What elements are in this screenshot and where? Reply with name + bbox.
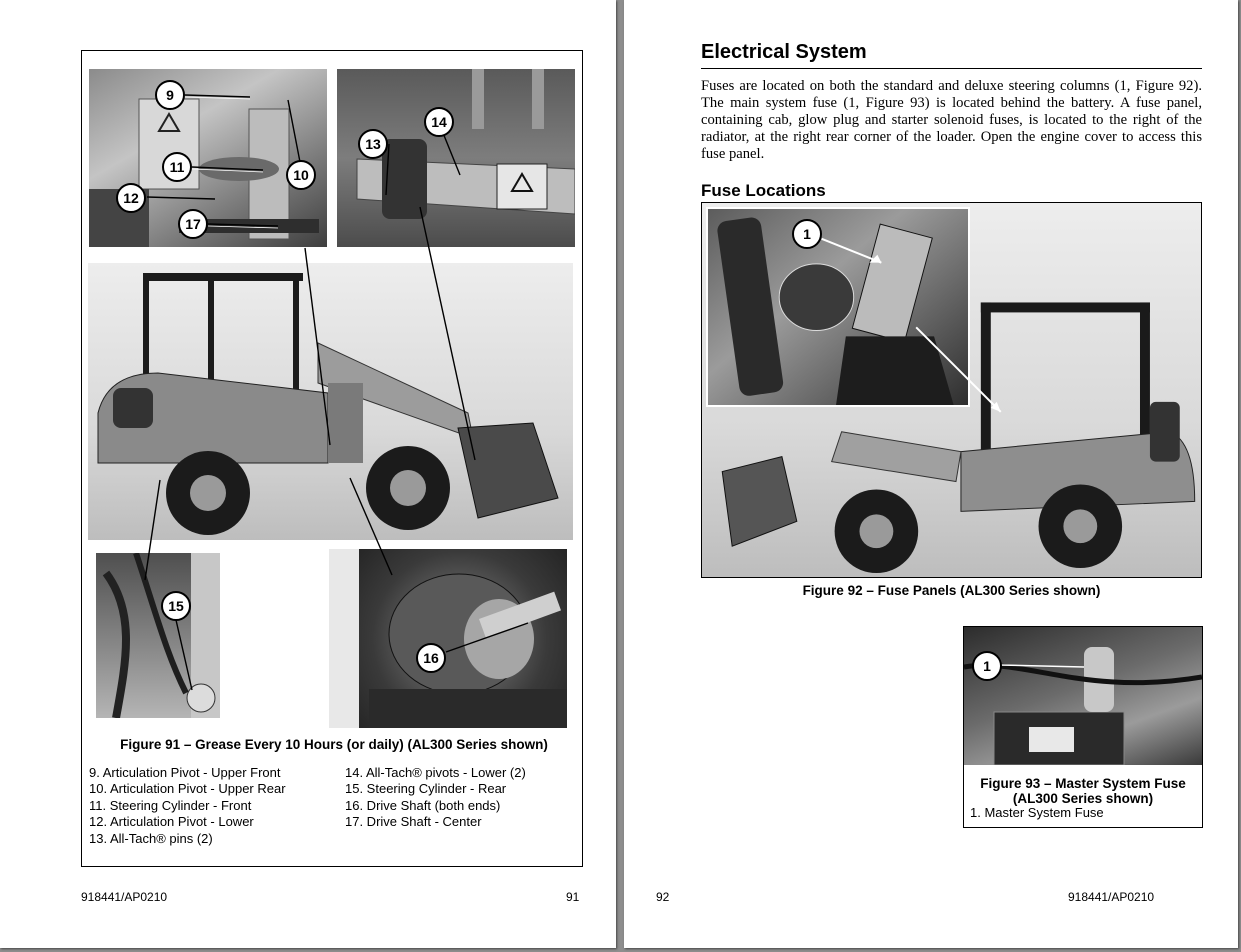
figure-93-caption	[964, 776, 1202, 806]
figure-91-legend-left	[89, 765, 286, 847]
right-page	[624, 0, 1238, 948]
callout-13: 13	[358, 129, 388, 159]
photo-drive-shaft	[329, 549, 567, 728]
pivot-illustration	[89, 69, 327, 247]
callout-17: 17	[178, 209, 208, 239]
figure-93-caption-line-2: (AL300 Series shown)	[1012, 791, 1154, 806]
photo-articulation-pivot	[89, 69, 327, 247]
drive-shaft-illustration	[329, 549, 567, 728]
section-title: Electrical System	[701, 41, 867, 63]
figure-92-caption: Figure 92 – Fuse Panels (AL300 Series shown)	[802, 583, 1101, 598]
figure-91-legend-right	[345, 765, 526, 831]
photo-steering-cylinder	[96, 553, 220, 718]
legend-item-15: 15. Steering Cylinder - Rear	[345, 781, 507, 797]
footer-doc-id: 918441/AP0210	[81, 890, 168, 904]
callout-10: 10	[286, 160, 316, 190]
callout-12: 12	[116, 183, 146, 213]
section-title-rule	[701, 68, 1202, 69]
subsection-title: Fuse Locations	[701, 181, 826, 200]
master-fuse-illustration	[964, 627, 1202, 765]
figure-93-legend: 1. Master System Fuse	[970, 805, 1104, 820]
legend-item-12: 12. Articulation Pivot - Lower	[89, 814, 254, 830]
loader-illustration	[88, 263, 573, 540]
figure-93-caption-line-1: Figure 93 – Master System Fuse	[980, 776, 1186, 791]
figure-92-callout-1: 1	[792, 219, 822, 249]
callout-15: 15	[161, 591, 191, 621]
photo-master-fuse	[964, 627, 1202, 765]
photo-fuse-panels	[701, 202, 1202, 578]
photo-loader-side	[88, 263, 573, 540]
figure-92-leaders	[702, 203, 1201, 577]
legend-item-17: 17. Drive Shaft - Center	[345, 814, 482, 830]
callout-9: 9	[155, 80, 185, 110]
legend-item-14: 14. All-Tach® pivots - Lower (2)	[345, 765, 526, 780]
callout-14: 14	[424, 107, 454, 137]
figure-91-caption: Figure 91 – Grease Every 10 Hours (or daily) (AL300 Series shown)	[120, 737, 548, 752]
left-page	[0, 0, 616, 948]
cylinder-illustration	[96, 553, 220, 718]
callout-16: 16	[416, 643, 446, 673]
callout-11: 11	[162, 152, 192, 182]
legend-item-16: 16. Drive Shaft (both ends)	[345, 797, 501, 813]
legend-item-10: 10. Articulation Pivot - Upper Rear	[89, 781, 286, 797]
intro-paragraph: Fuses are located on both the standard and deluxe steering columns (1, Figure 92). The main system fuse (1, Figure 93) is located behind the battery. A fuse panel, containing cab, glow plug and starter solenoid fuses, is located to the right of the radiator, at the right rear corner of the loader. Open the engine cover to access this fuse panel.	[701, 78, 1202, 162]
figure-93-callout-1: 1	[972, 651, 1002, 681]
footer-page-number: 92	[656, 890, 670, 904]
legend-item-13: 13. All-Tach® pins (2)	[89, 830, 213, 846]
footer-page-number: 91	[566, 890, 580, 904]
legend-item-9: 9. Articulation Pivot - Upper Front	[89, 765, 281, 780]
legend-item-11: 11. Steering Cylinder - Front	[89, 797, 252, 813]
footer-doc-id: 918441/AP0210	[1068, 890, 1155, 904]
